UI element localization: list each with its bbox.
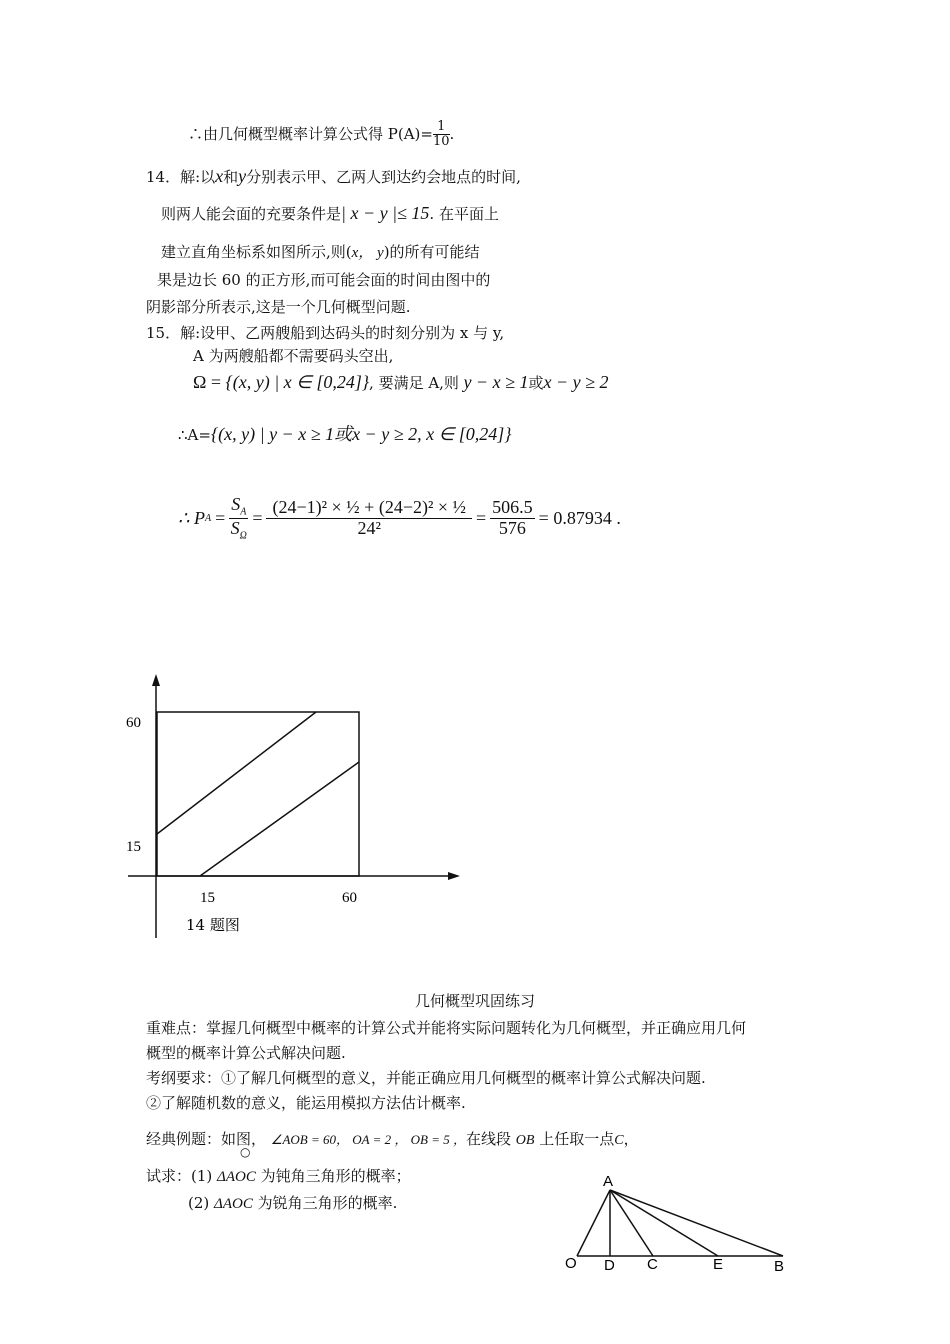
angle-AOB: ∠AOB = 60 (270, 1132, 336, 1147)
q15-A-line (178, 420, 511, 446)
x-axis-arrow (448, 872, 460, 880)
q14-line-2 (161, 203, 499, 224)
q14-line2-text: 则两人能会面的充要条件是 (161, 205, 342, 223)
label-x-15: 15 (200, 890, 215, 906)
area-numerator (229, 495, 248, 519)
or-text: 或 (528, 374, 544, 392)
conclusion-13 (188, 120, 454, 150)
square-region (157, 712, 359, 876)
area-denominator (229, 519, 248, 542)
point-C: C (614, 1133, 624, 1148)
ask-2-text: 为锐角三角形的概率. (257, 1194, 398, 1212)
q14-text-c: 分别表示甲、乙两人到达约会地点的时间, (246, 168, 521, 186)
label-y-60: 60 (126, 715, 141, 731)
figure-14 (120, 670, 470, 945)
ask-1-label: 试求：(1) (146, 1167, 213, 1185)
fraction-1-10 (433, 120, 450, 150)
q15-line-2: A 为两艘船都不需要码头空出, (193, 347, 394, 365)
A-set: {(x, y) | y − x ≥ 1或x − y ≥ 2, x ∈ [0,24]} (210, 424, 512, 444)
figure-triangle (555, 1170, 795, 1280)
requirements-line-2: ②了解随机数的意义，能运用模拟方法估计概率. (146, 1094, 466, 1112)
label-B: B (774, 1258, 785, 1275)
equals-1: = (215, 507, 226, 528)
omega-symbol: Ω = (193, 372, 222, 392)
area-ratio (229, 495, 248, 541)
label-O: O (565, 1255, 577, 1272)
example-text-point: 上任取一点 (539, 1130, 615, 1148)
q14-line3-suffix: )的所有可能结 (383, 243, 480, 261)
example-comma: ， (623, 1130, 639, 1148)
example-label: 经典例题：如图， (146, 1130, 267, 1148)
condition-y-minus-x: y − x ≥ 1 (463, 372, 529, 392)
var-x: x (215, 166, 224, 186)
degree-mark: ○ (240, 1145, 251, 1159)
probability-formula: ∴ P A = $\frac{S_A}{S_\Omega}$ = $\frac{\text{(24−1)² × ½ + (24−2)² × ½}}{\text{24²}}$ = $\frac{506.5}{576}$ = 0.87934 . (178, 493, 621, 542)
fraction-denominator: 10 (432, 134, 450, 150)
A-prefix: ∴A= (178, 426, 211, 444)
q14-line-5: 阴影部分所表示,这是一个几何概型问题. (146, 298, 411, 316)
meeting-condition: | x − y |≤ 15 (341, 203, 430, 223)
requirements-line-1: 考纲要求：①了解几何概型的意义，并能正确应用几何概型的概率计算公式解决问题. (146, 1069, 706, 1087)
q15-line-1: 15．解:设甲、乙两艘船到达码头的时刻分别为 x 与 y, (146, 324, 505, 342)
var-y: y (238, 166, 247, 186)
q14-line2-suffix: . 在平面上 (429, 205, 499, 223)
example-text-segment: 在线段 (465, 1130, 511, 1148)
q14-text-a: 14．解:以 (146, 168, 216, 186)
coordinates-xy: x， y (351, 245, 384, 261)
big-numerator: (24−1)² × ½ + (24−2)² × ½ (266, 498, 472, 519)
probability-result: = 0.87934 . (538, 507, 621, 528)
S-numerator: S (231, 493, 241, 514)
value-denominator: 576 (498, 517, 526, 538)
ask-1-text: 为钝角三角形的概率； (260, 1167, 411, 1185)
value-numerator: 506.5 (492, 496, 533, 517)
q14-line-1 (146, 166, 521, 187)
label-E: E (713, 1256, 724, 1273)
key-points-line-1: 重难点：掌握几何概型中概率的计算公式并能将实际问题转化为几何概型，并正确应用几何 (146, 1019, 747, 1037)
segment-A-B (610, 1190, 783, 1256)
q15-omega-line (193, 372, 608, 393)
S-numerator-sub: A (240, 506, 247, 518)
P-subscript: A (204, 512, 212, 524)
figure-caption: 14 题图 (186, 916, 240, 934)
big-fraction (266, 498, 472, 539)
conclusion-13-period: . (449, 124, 455, 143)
ask-line-2 (188, 1192, 397, 1213)
section-title: 几何概型巩固练习 (414, 992, 535, 1010)
fraction-numerator: 1 (433, 120, 450, 135)
value-fraction (490, 498, 535, 539)
ask-line-1 (146, 1165, 411, 1186)
label-y-15: 15 (126, 839, 141, 855)
segment-A-E (610, 1190, 718, 1256)
boundary-lower (200, 762, 359, 876)
example-line (146, 1128, 639, 1149)
triangle-AOC-2: ΔAOC (214, 1196, 253, 1212)
segment-OB: OB (515, 1133, 535, 1148)
label-D: D (604, 1257, 615, 1274)
big-denominator: 24² (357, 517, 381, 538)
q14-line-3 (161, 241, 480, 262)
ask-2-label: (2) (188, 1194, 210, 1212)
lengths-OA-OB: ， OA = 2 ， OB = 5 ， (336, 1132, 466, 1147)
omega-set: {(x, y) | x ∈ [0,24]} (225, 372, 370, 392)
q14-text-b: 和 (223, 168, 239, 186)
segment-O-A (577, 1190, 610, 1256)
label-A: A (603, 1173, 614, 1190)
conclusion-13-text: ∴由几何概型概率计算公式得 P(A)= (188, 124, 433, 143)
condition-x-minus-y: x − y ≥ 2 (543, 372, 609, 392)
label-x-60: 60 (342, 890, 357, 906)
omega-text: , 要满足 A,则 (369, 374, 459, 392)
key-points-line-2: 概型的概率计算公式解决问题. (146, 1044, 346, 1062)
q14-line-4: 果是边长 60 的正方形,而可能会面的时间由图中的 (157, 271, 491, 289)
q14-line3-text: 建立直角坐标系如图所示,则( (161, 243, 352, 261)
y-axis-arrow (152, 674, 160, 686)
S-denominator: S (230, 517, 240, 538)
triangle-AOC-1: ΔAOC (217, 1169, 256, 1185)
S-denominator-sub: Ω (239, 530, 247, 542)
P-symbol: ∴ P (178, 507, 205, 528)
label-C: C (647, 1256, 658, 1273)
segment-A-C (610, 1190, 653, 1256)
boundary-upper (157, 712, 316, 834)
